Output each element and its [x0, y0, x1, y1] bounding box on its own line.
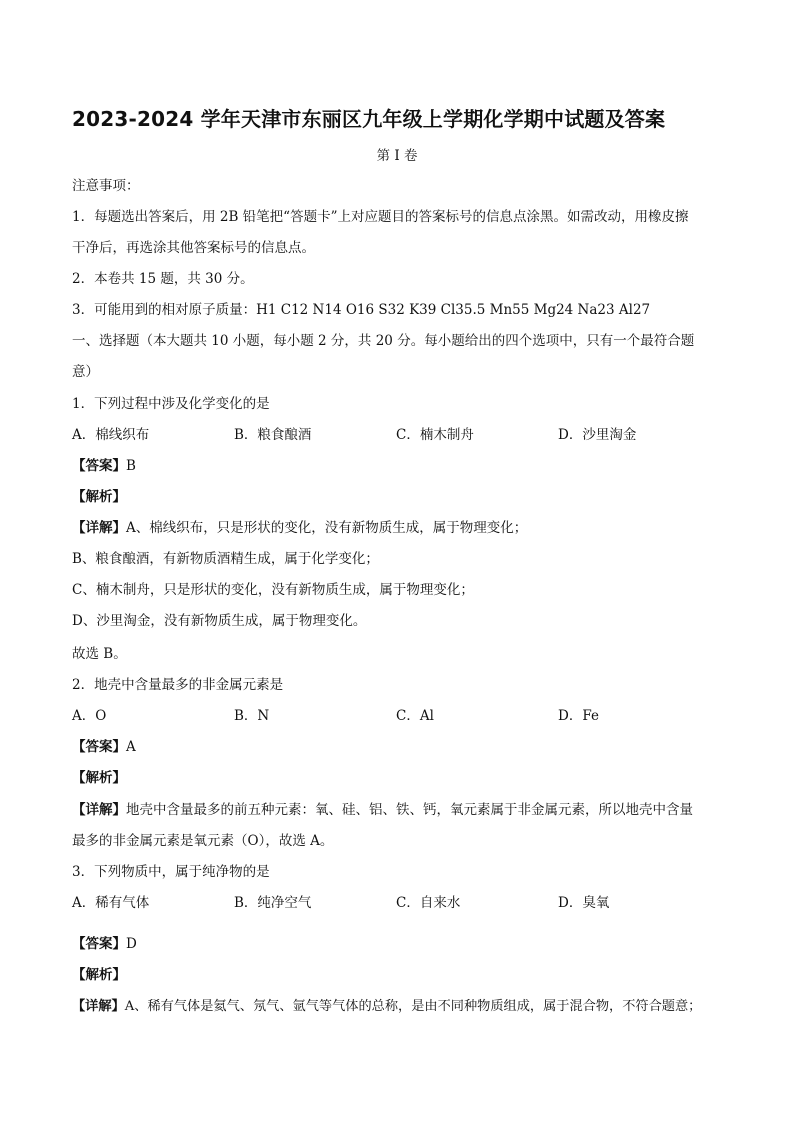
volume-label: 第 I 卷 — [376, 148, 418, 164]
analysis-tag: 【解析】 — [72, 967, 126, 983]
q3-stem: 3．下列物质中，属于纯净物的是 — [72, 864, 270, 880]
q3-answer — [72, 935, 137, 953]
q1-option-b: B．粮食酿酒 — [234, 427, 312, 443]
q1-analysis-heading — [72, 488, 126, 506]
note-1-line-b: 干净后，再选涂其他答案标号的信息点。 — [72, 240, 315, 256]
note-2: 2．本卷共 15 题，共 30 分。 — [72, 271, 254, 287]
q1-option-d: D．沙里淘金 — [558, 427, 637, 443]
analysis-tag: 【解析】 — [72, 770, 126, 786]
q1-stem: 1．下列过程中涉及化学变化的是 — [72, 396, 270, 412]
analysis-tag: 【解析】 — [72, 489, 126, 505]
detail-text: A、棉线织布，只是形状的变化，没有新物质生成，属于物理变化； — [126, 520, 528, 536]
q2-detail-b: 最多的非金属元素是氧元素（O），故选 A。 — [72, 833, 334, 849]
page-title: 2023-2024 学年天津市东丽区九年级上学期化学期中试题及答案 — [72, 107, 666, 131]
q1-detail-a — [72, 519, 527, 537]
q2-stem: 2．地壳中含量最多的非金属元素是 — [72, 677, 284, 693]
note-3: 3．可能用到的相对原子质量：H1 C12 N14 O16 S32 K39 Cl35.5 Mn55 Mg24 Na23 Al27 — [72, 302, 651, 318]
answer-tag: 【答案】 — [72, 739, 126, 755]
q3-option-a: A．稀有气体 — [72, 895, 150, 911]
section-heading-line-a: 一、选择题（本大题共 10 小题，每小题 2 分，共 20 分。每小题给出的四个选项中，只有一个最符合题 — [72, 333, 695, 349]
answer-value: D — [126, 936, 137, 952]
q1-answer — [72, 457, 136, 475]
answer-tag: 【答案】 — [72, 936, 126, 952]
answer-value: A — [126, 739, 136, 755]
detail-text: 地壳中含量最多的前五种元素：氧、硅、铝、铁、钙，氧元素属于非金属元素，所以地壳中含量 — [126, 802, 693, 818]
q2-option-b: B．N — [234, 708, 270, 724]
q2-option-d: D．Fe — [558, 708, 599, 724]
q1-detail-c: C、楠木制舟，只是形状的变化，没有新物质生成，属于物理变化； — [72, 582, 474, 598]
q3-option-d: D．臭氧 — [558, 895, 610, 911]
q3-option-c: C．自来水 — [396, 895, 461, 911]
detail-tag: 【详解】 — [72, 520, 126, 536]
answer-value: B — [126, 458, 136, 474]
q1-detail-b: B、粮食酿酒，有新物质酒精生成，属于化学变化； — [72, 551, 379, 567]
q1-conclusion: 故选 B。 — [72, 646, 127, 662]
detail-tag: 【详解】 — [72, 999, 125, 1014]
note-1-line-a: 1．每题选出答案后，用 2B 铅笔把“答题卡”上对应题目的答案标号的信息点涂黑。如需改动，用橡皮擦 — [72, 209, 689, 225]
q1-detail-d: D、沙里淘金，没有新物质生成，属于物理变化。 — [72, 613, 367, 629]
q3-analysis-heading — [72, 966, 126, 984]
q2-option-c: C．Al — [396, 708, 434, 724]
q3-detail-a — [72, 998, 701, 1016]
q2-detail-a — [72, 801, 693, 819]
q3-option-b: B．纯净空气 — [234, 895, 312, 911]
section-heading-line-b: 意） — [72, 364, 99, 380]
q2-answer — [72, 738, 136, 756]
q1-option-c: C．楠木制舟 — [396, 427, 474, 443]
notes-heading: 注意事项： — [72, 178, 140, 194]
detail-text: A、稀有气体是氦气、氖气、氩气等气体的总称，是由不同种物质组成，属于混合物，不符合题意； — [124, 999, 702, 1014]
answer-tag: 【答案】 — [72, 458, 126, 474]
q1-option-a: A．棉线织布 — [72, 427, 150, 443]
q2-option-a: A．O — [72, 708, 107, 724]
q2-analysis-heading — [72, 769, 126, 787]
detail-tag: 【详解】 — [72, 802, 126, 818]
